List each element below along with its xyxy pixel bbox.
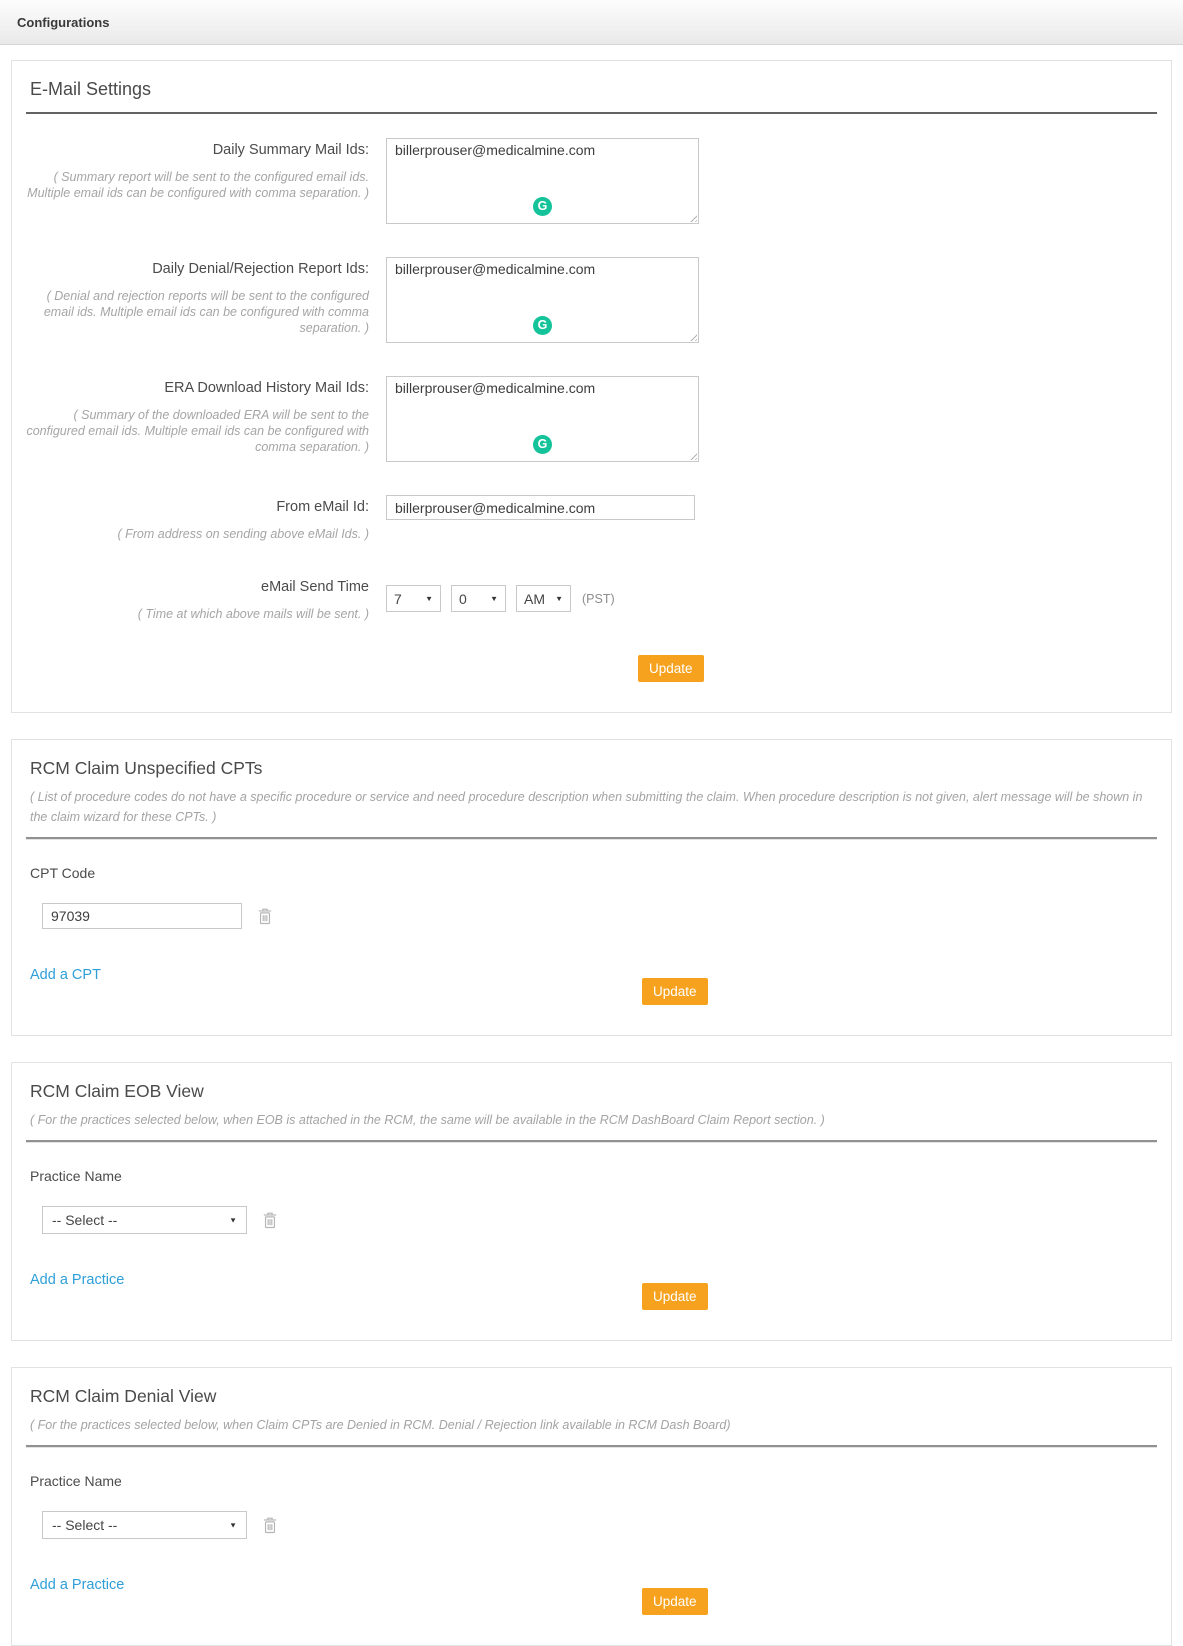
unspecified-cpts-title: RCM Claim Unspecified CPTs [30, 758, 263, 778]
practice-select[interactable] [42, 1206, 247, 1234]
trash-icon[interactable] [262, 1517, 278, 1534]
chevron-down-icon: ▼ [490, 594, 498, 603]
send-time-label: eMail Send Time [261, 579, 369, 595]
add-practice-link[interactable]: Add a Practice [30, 1577, 125, 1593]
send-time-row [26, 575, 1157, 622]
from-email-row [26, 495, 1157, 542]
denial-view-update-button[interactable]: Update [642, 1588, 708, 1615]
send-time-minute-value: 0 [459, 590, 467, 607]
daily-summary-row [26, 138, 1157, 224]
denial-view-section [11, 1367, 1172, 1646]
practice-row [42, 1206, 1157, 1234]
denial-view-hint: ( For the practices selected below, when Claim CPTs are Denied in RCM. Denial / Rejection link available in RCM Dash Board) [30, 1418, 731, 1432]
grammarly-icon[interactable]: G [533, 197, 552, 216]
practice-row [42, 1511, 1157, 1539]
practice-name-column-label: Practice Name [30, 1473, 122, 1489]
send-time-hour-select[interactable] [386, 585, 441, 612]
email-settings-section [11, 60, 1172, 713]
practice-select[interactable] [42, 1511, 247, 1539]
daily-summary-label: Daily Summary Mail Ids: [212, 142, 369, 158]
chevron-down-icon: ▼ [555, 594, 563, 603]
send-time-minute-select[interactable] [451, 585, 506, 612]
daily-denial-row [26, 257, 1157, 343]
page-title: Configurations [17, 14, 110, 30]
era-history-hint: ( Summary of the downloaded ERA will be sent to the configured email ids. Multiple email ids can be configured with comma separation. ) [26, 408, 369, 454]
eob-view-update-button[interactable]: Update [642, 1283, 708, 1310]
add-practice-link[interactable]: Add a Practice [30, 1272, 125, 1288]
era-history-label: ERA Download History Mail Ids: [164, 380, 369, 396]
daily-denial-hint: ( Denial and rejection reports will be sent to the configured email ids. Multiple email ids can be configured with comma separation. ) [43, 289, 369, 335]
email-settings-update-button[interactable]: Update [638, 655, 704, 682]
chevron-down-icon: ▼ [229, 1215, 237, 1225]
denial-view-title: RCM Claim Denial View [30, 1386, 217, 1406]
unspecified-cpts-section [11, 739, 1172, 1036]
eob-view-title: RCM Claim EOB View [30, 1081, 204, 1101]
daily-denial-label: Daily Denial/Rejection Report Ids: [152, 261, 369, 277]
page-header [0, 0, 1183, 45]
unspecified-cpts-hint: ( List of procedure codes do not have a specific procedure or service and need procedure description when submitting the claim. When procedure description is not given, alert message will be shown in the claim wizard for these CPTs. ) [30, 790, 1143, 824]
send-time-hour-value: 7 [394, 590, 402, 607]
send-time-meridiem-select[interactable] [516, 585, 571, 612]
practice-select-value: -- Select -- [52, 1212, 118, 1228]
trash-icon[interactable] [262, 1212, 278, 1229]
eob-view-hint: ( For the practices selected below, when EOB is attached in the RCM, the same will be available in the RCM DashBoard Claim Report section. ) [30, 1113, 825, 1127]
chevron-down-icon: ▼ [229, 1520, 237, 1530]
send-time-meridiem-value: AM [524, 590, 545, 607]
daily-summary-hint: ( Summary report will be sent to the configured email ids. Multiple email ids can be configured with comma separation. ) [27, 170, 369, 200]
practice-name-column-label: Practice Name [30, 1168, 122, 1184]
add-cpt-link[interactable]: Add a CPT [30, 967, 101, 983]
from-email-hint: ( From address on sending above eMail Ids. ) [117, 527, 369, 541]
era-history-row [26, 376, 1157, 462]
configurations-page [0, 45, 1183, 1646]
cpt-row [42, 903, 1157, 929]
eob-view-section [11, 1062, 1172, 1341]
grammarly-icon[interactable]: G [533, 435, 552, 454]
cpt-code-column-label: CPT Code [30, 865, 96, 881]
cpt-code-input[interactable] [42, 903, 242, 929]
trash-icon[interactable] [257, 908, 273, 925]
chevron-down-icon: ▼ [425, 594, 433, 603]
send-time-hint: ( Time at which above mails will be sent. ) [137, 607, 369, 621]
grammarly-icon[interactable]: G [533, 316, 552, 335]
from-email-input[interactable] [386, 495, 695, 520]
email-settings-title: E-Mail Settings [26, 73, 1157, 114]
practice-select-value: -- Select -- [52, 1517, 118, 1533]
unspecified-cpts-update-button[interactable]: Update [642, 978, 708, 1005]
timezone-label: (PST) [582, 591, 615, 606]
from-email-label: From eMail Id: [276, 499, 369, 515]
